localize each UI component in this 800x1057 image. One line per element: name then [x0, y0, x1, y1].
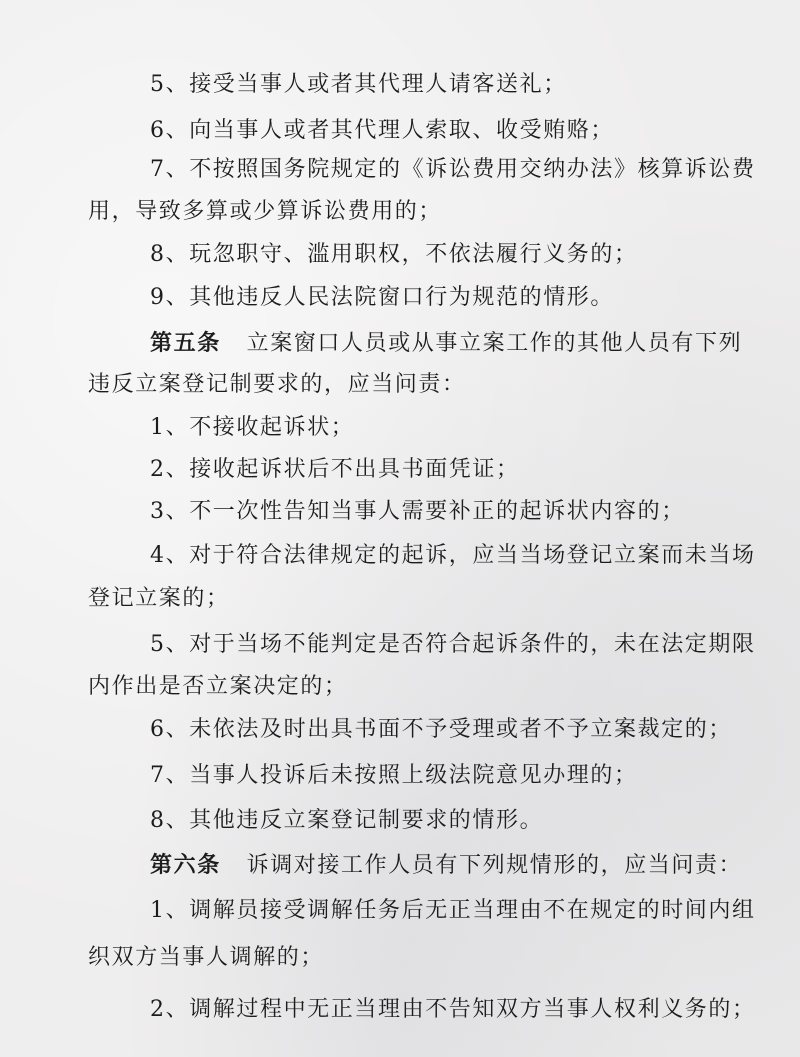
text-line: 5、对于当场不能判定是否符合起诉条件的，未在法定期限	[150, 632, 756, 657]
text-line: 9、其他违反人民法院窗口行为规范的情形。	[150, 285, 614, 310]
text-line: 1、不接收起诉状；	[150, 415, 355, 440]
article-heading-line	[150, 850, 742, 881]
text-line: 2、接收起诉状后不出具书面凭证；	[150, 457, 520, 482]
text-line: 6、未依法及时出具书面不予受理或者不予立案裁定的；	[150, 717, 732, 742]
text-line: 2、调解过程中无正当理由不告知双方当事人权利义务的；	[150, 997, 756, 1022]
article-text: 诉调对接工作人员有下列规情形的，应当问责：	[246, 853, 743, 878]
text-line: 用，导致多算或少算诉讼费用的；	[88, 199, 443, 224]
text-line: 7、不按照国务院规定的《诉讼费用交纳办法》核算诉讼费	[150, 157, 756, 182]
text-line: 7、当事人投诉后未按照上级法院意见办理的；	[150, 763, 638, 788]
text-line: 6、向当事人或者其代理人索取、收受贿赂；	[150, 118, 614, 143]
text-line: 违反立案登记制要求的，应当问责：	[88, 372, 466, 397]
text-line: 8、其他违反立案登记制要求的情形。	[150, 808, 544, 833]
article-label: 第六条	[150, 852, 221, 878]
text-line: 4、对于符合法律规定的起诉，应当当场登记立案而未当场	[150, 543, 756, 568]
text-line: 登记立案的；	[88, 586, 230, 611]
text-line: 1、调解员接受调解任务后无正当理由不在规定的时间内组	[150, 898, 756, 923]
text-line: 3、不一次性告知当事人需要补正的起诉状内容的；	[150, 499, 685, 524]
article-text: 立案窗口人员或从事立案工作的其他人员有下列	[246, 331, 743, 356]
text-line: 内作出是否立案决定的；	[88, 674, 348, 699]
text-line: 8、玩忽职守、滥用职权，不依法履行义务的；	[150, 242, 638, 267]
article-heading-line	[150, 328, 742, 359]
text-line: 织双方当事人调解的；	[88, 945, 325, 970]
text-line: 5、接受当事人或者其代理人请客送礼；	[150, 72, 567, 97]
article-label: 第五条	[150, 330, 221, 356]
